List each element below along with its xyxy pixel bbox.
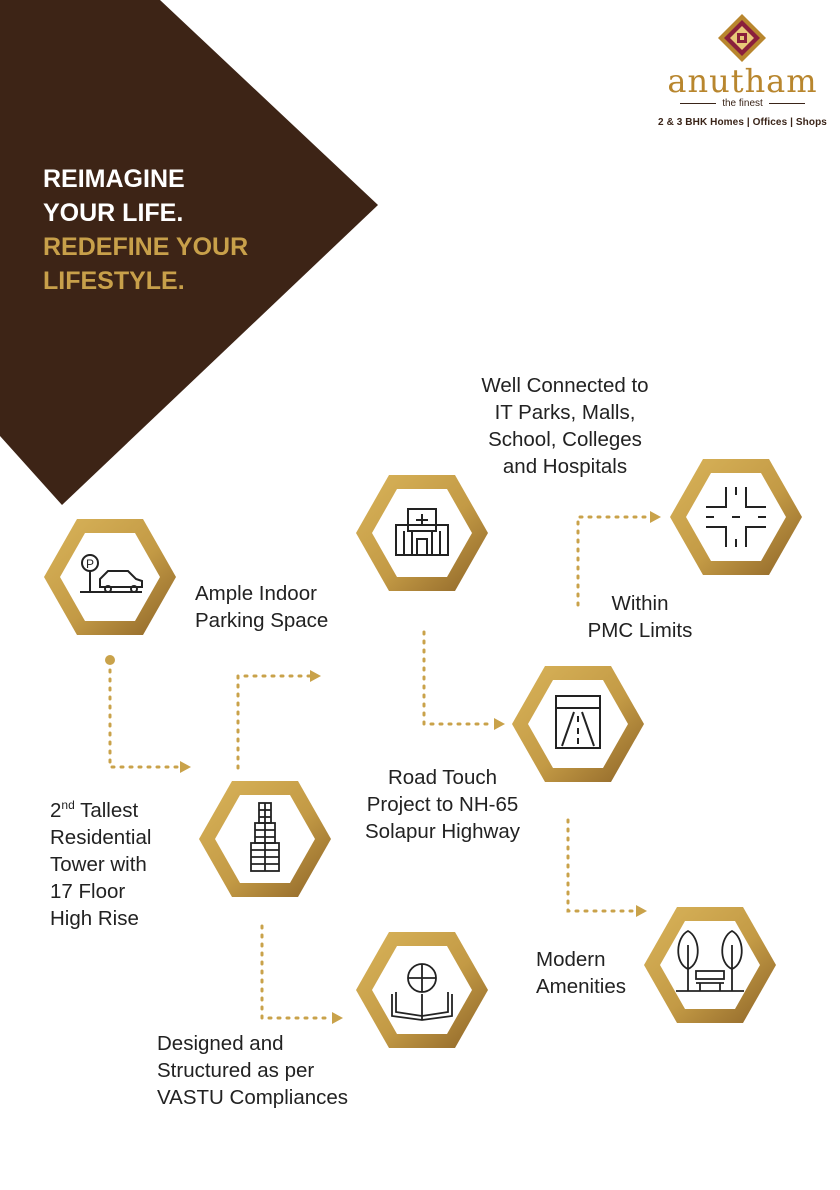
feature-road-label [340, 764, 545, 845]
brand-name: anutham [667, 62, 818, 100]
feature-parking-label [195, 580, 328, 634]
feature-text: Solapur Highway [365, 820, 520, 843]
feature-pmc-label [570, 590, 710, 644]
feature-text: School, Colleges [488, 428, 642, 451]
feature-text: Ample Indoor [195, 582, 317, 605]
feature-text: Amenities [536, 975, 627, 998]
svg-text:P: P [86, 557, 95, 571]
diamond-tile-logo-icon [655, 10, 830, 60]
headline-line-3: REDEFINE YOUR [43, 233, 249, 261]
tower-ordinal: 2 [50, 799, 62, 822]
feature-text: VASTU Compliances [157, 1086, 349, 1109]
tower-ordinal-suffix: nd [61, 798, 75, 813]
feature-tower-label [50, 797, 151, 932]
brand-tagline: the finest [722, 98, 763, 109]
feature-text: IT Parks, Malls, [494, 401, 636, 424]
divider [769, 103, 805, 104]
feature-text: Tower with [50, 853, 147, 876]
headline-line-4: LIFESTYLE. [43, 267, 185, 295]
feature-text: Modern [536, 948, 606, 971]
headline-line-1: REIMAGINE [43, 165, 185, 193]
feature-text: Within [611, 592, 669, 615]
feature-amenities-label [536, 946, 626, 1000]
feature-text: and Hospitals [502, 455, 628, 478]
headline [43, 162, 248, 298]
feature-text: Residential [50, 826, 152, 849]
feature-text [50, 797, 151, 824]
feature-text: High Rise [50, 907, 139, 930]
feature-text: Designed and [157, 1032, 284, 1055]
tower-line-1: Tallest [74, 799, 139, 822]
feature-text: Structured as per [157, 1059, 315, 1082]
brand-subtitle: 2 & 3 BHK Homes | Offices | Shops [658, 117, 827, 128]
feature-text: Project to NH-65 [366, 793, 519, 816]
feature-text: Parking Space [195, 609, 329, 632]
feature-text: 17 Floor [50, 880, 126, 903]
brand-logo [655, 10, 830, 128]
feature-text: Well Connected to [481, 374, 649, 397]
feature-connected-label [455, 372, 675, 480]
feature-text: PMC Limits [587, 619, 693, 642]
feature-vastu-label [157, 1030, 348, 1111]
headline-line-2: YOUR LIFE. [43, 199, 184, 227]
divider [680, 103, 716, 104]
feature-text: Road Touch [387, 766, 498, 789]
